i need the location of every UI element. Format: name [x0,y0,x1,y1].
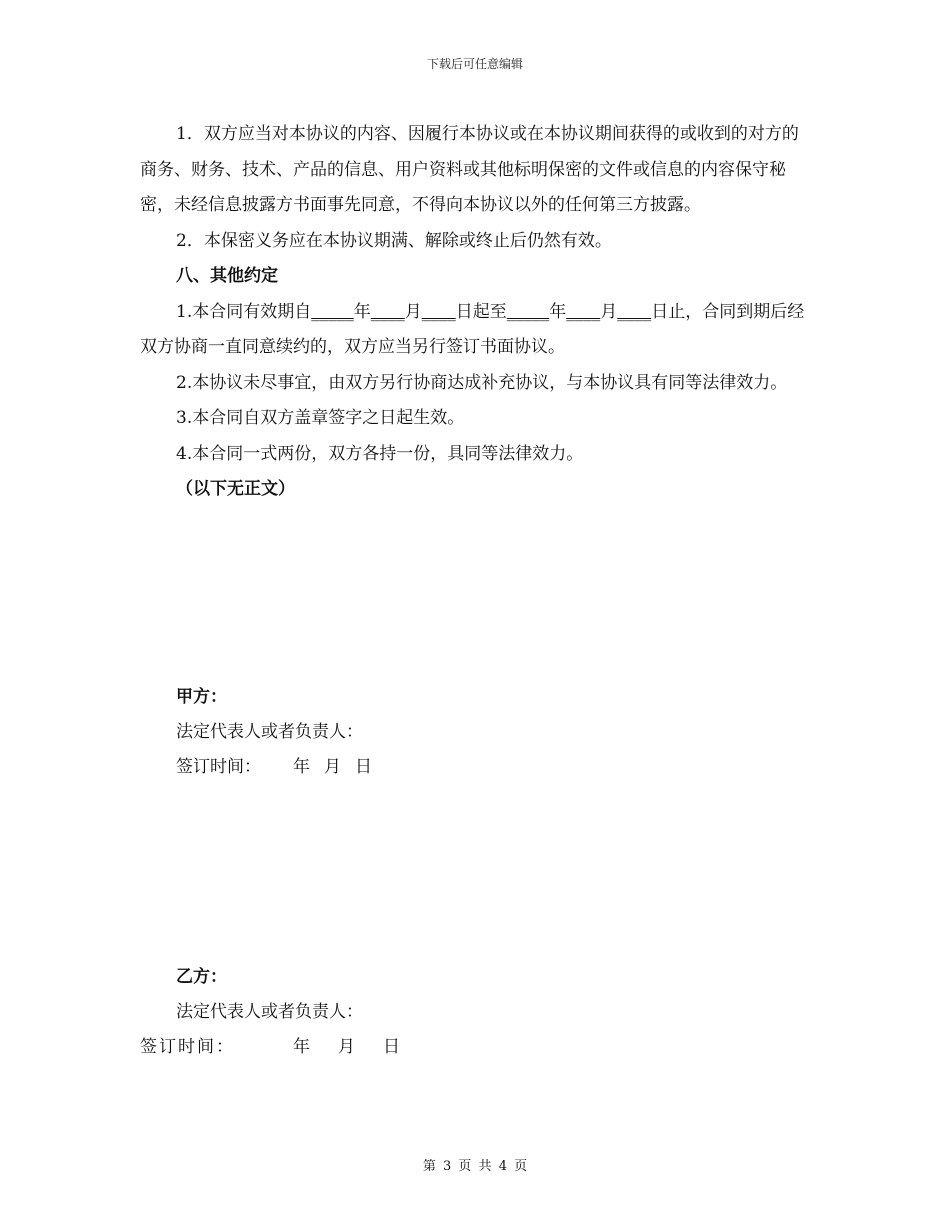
party-b-date-label: 签订时间： [140,1037,235,1057]
start-month-label: 月 [404,301,422,322]
section-8-title: 八、其他约定 [176,266,278,286]
start-year-blank: _____ [311,301,354,322]
end-note: （以下无正文） [176,479,295,499]
end-day-label: 日止 [651,301,686,322]
party-a-month-label: 月 [324,757,341,777]
end-year-label: 年 [549,301,567,322]
party-b-year-label: 年 [293,1037,310,1057]
party-b-rep-label: 法定代表人或者负责人： [176,1002,363,1022]
party-a-date-line [140,750,372,785]
party-a-year-label: 年 [293,757,310,777]
start-day-label: 日起至 [455,301,507,322]
start-year-label: 年 [353,301,371,322]
confidentiality-item-1: 1．双方应当对本协议的内容、因履行本协议或在本协议期间获得的或收到的对方的商务、财务、技术、产品的信息、用户资料或其他标明保密的文件或信息的内容保守秘密，未经信息披露方书面事先同意，不得向本协议以外的任何第三方披露。 [140,124,799,215]
term-prefix: 1.本合同有效期自 [176,301,312,322]
end-month-blank: ____ [566,301,601,322]
header-note: 下载后可任意编辑 [426,57,523,71]
party-a-date-label: 签订时间： [176,757,261,777]
party-b-title: 乙方： [176,967,227,987]
end-year-blank: _____ [506,301,550,322]
document-body [140,117,815,508]
party-a-title: 甲方： [176,687,227,707]
end-day-blank: ____ [617,301,652,322]
confidentiality-item-2: 2．本保密义务应在本协议期满、解除或终止后仍然有效。 [176,230,612,251]
other-item-2: 2.本协议未尽事宜，由双方另行协商达成补充协议，与本协议具有同等法律效力。 [176,372,788,393]
party-b-date-line [140,1030,400,1065]
party-a-rep-label: 法定代表人或者负责人： [176,722,363,742]
party-a-day-label: 日 [355,757,372,777]
party-b-month-label: 月 [338,1037,355,1057]
other-item-4: 4.本合同一式两份，双方各持一份，具同等法律效力。 [176,443,584,464]
term-suffix: ，合同到期后经双方协商一直同意续约的，双方应当另行签订书面协议。 [140,301,805,357]
end-month-label: 月 [600,301,618,322]
start-month-blank: ____ [370,301,405,322]
party-b-day-label: 日 [383,1037,400,1057]
other-item-3: 3.本合同自双方盖章签字之日起生效。 [176,408,465,428]
start-day-blank: ____ [421,301,456,322]
page-number: 第 3 页 共 4 页 [422,1159,528,1174]
term-clause [140,295,815,366]
party-a-signature-block [140,680,372,785]
party-b-signature-block [140,960,400,1065]
